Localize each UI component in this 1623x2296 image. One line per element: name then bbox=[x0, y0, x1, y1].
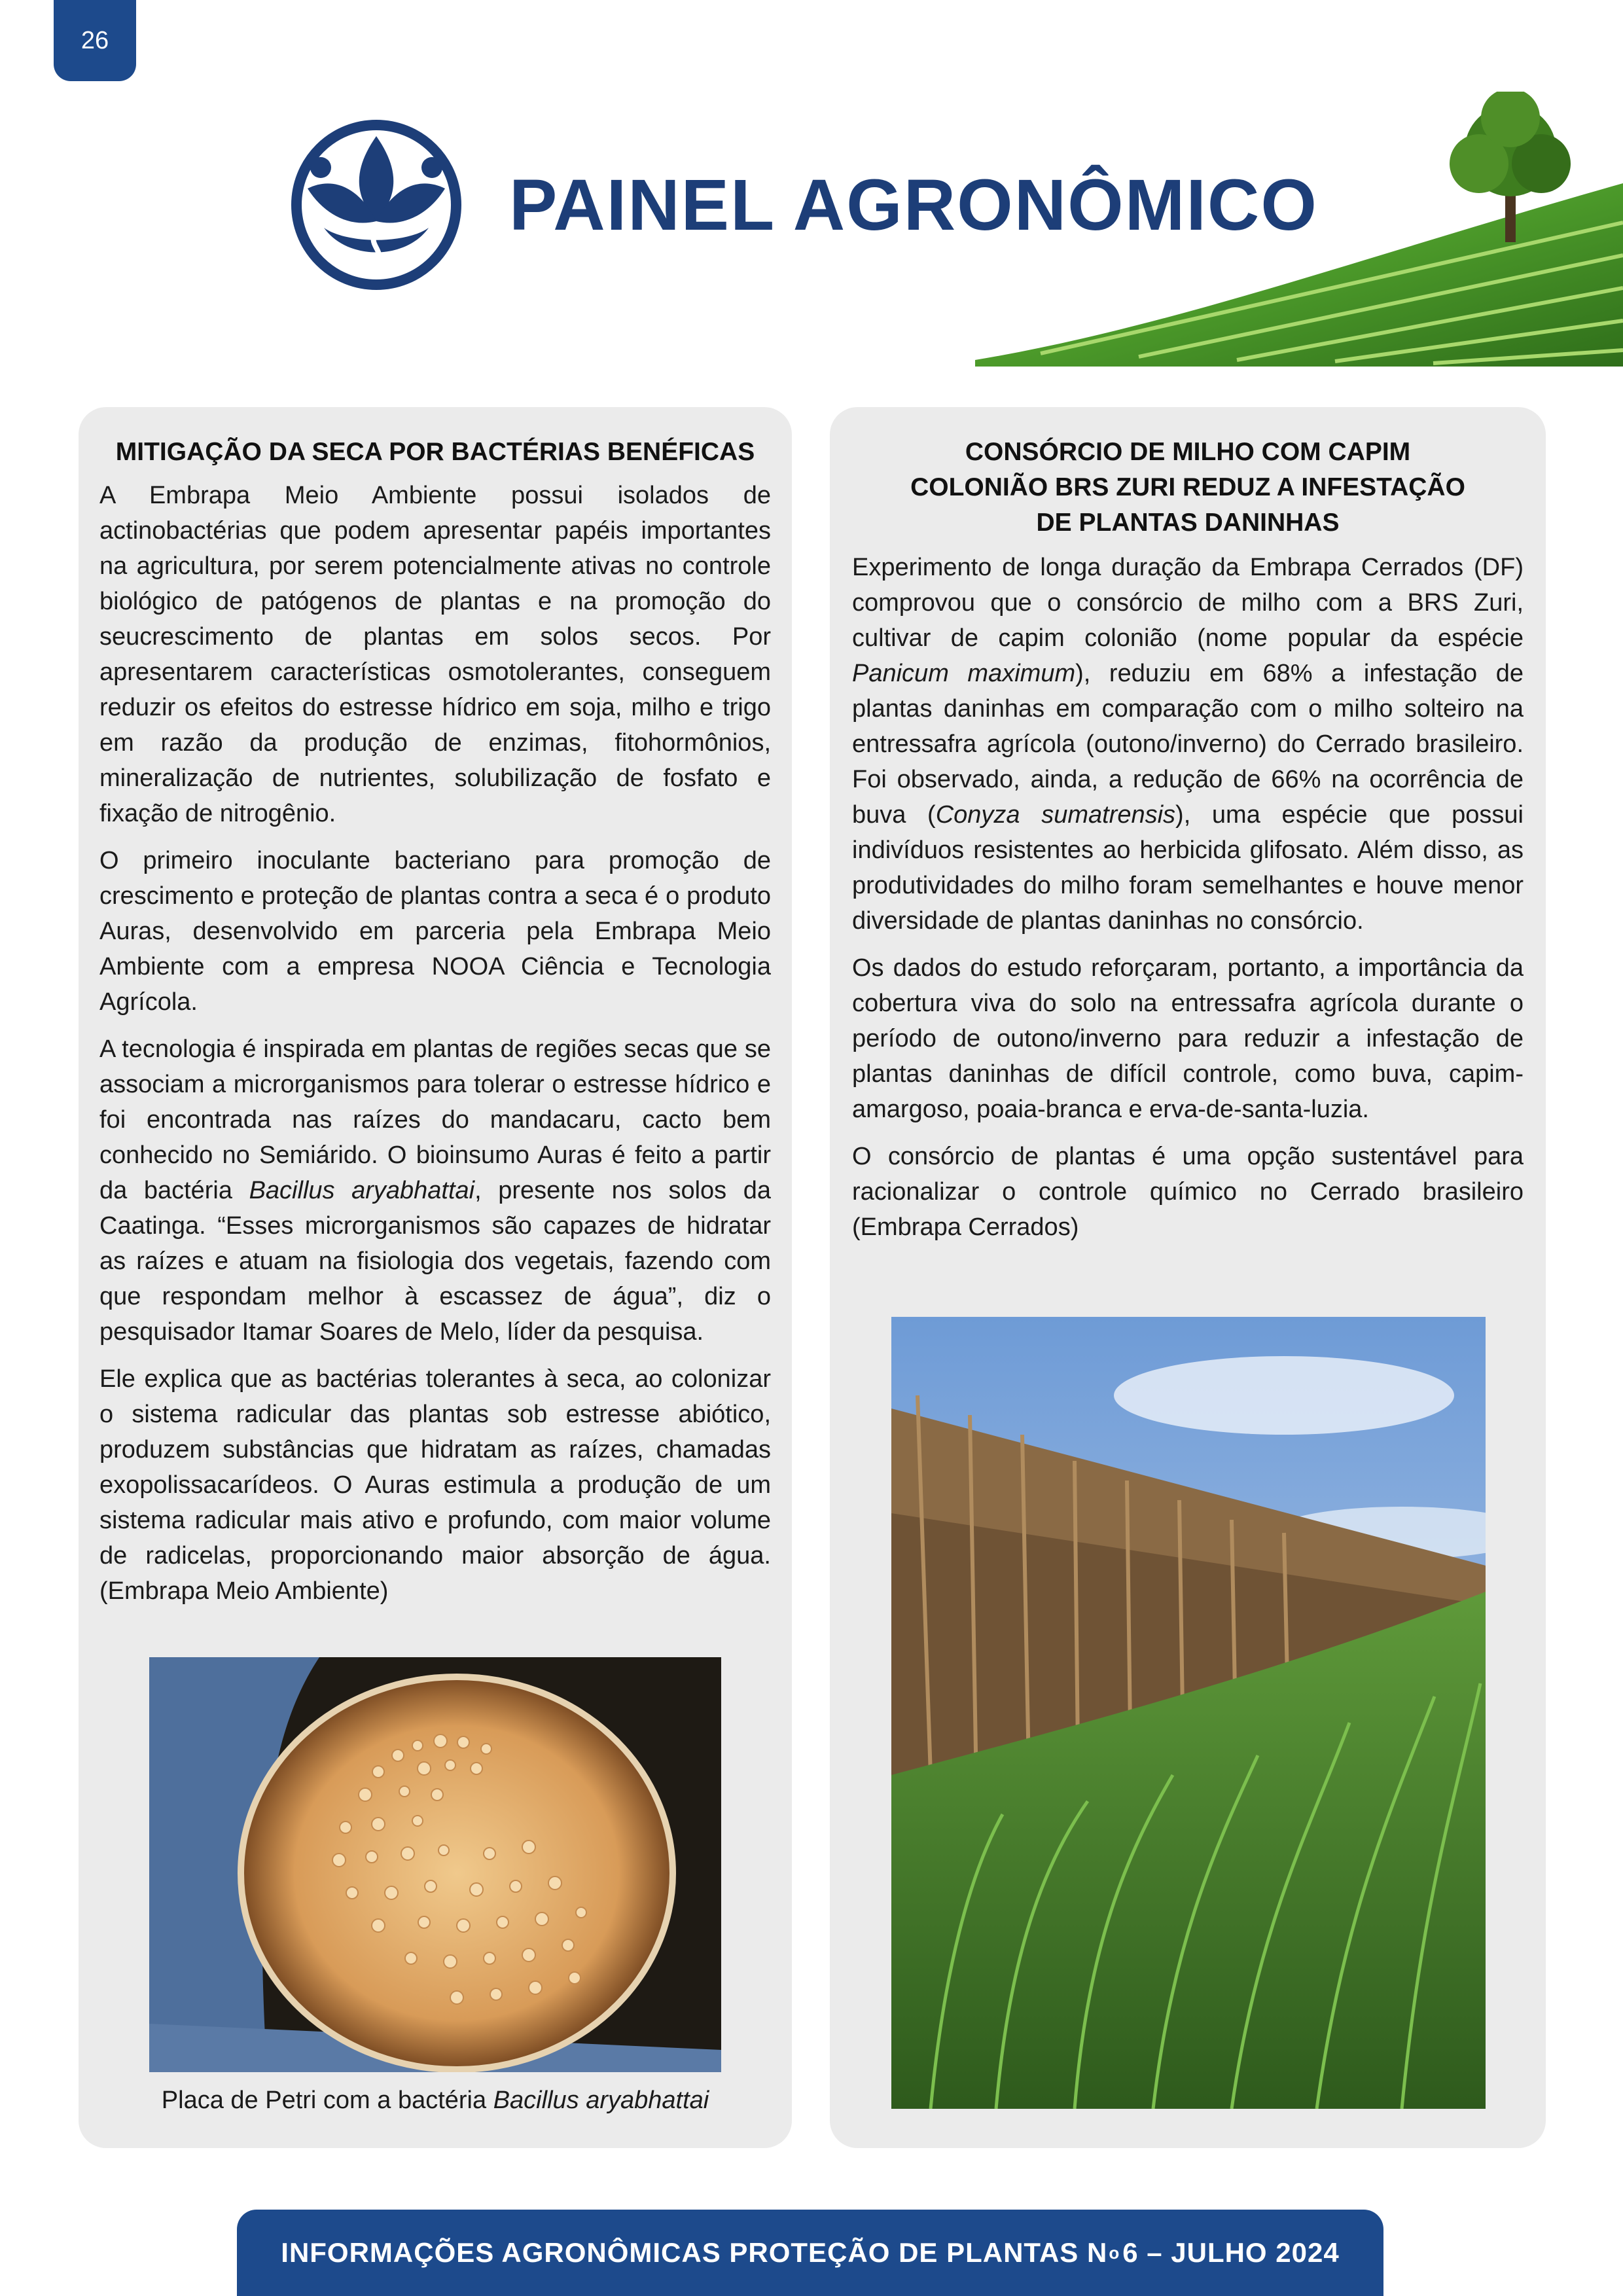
article-heading: MITIGAÇÃO DA SECA POR BACTÉRIAS BENÉFICAS bbox=[115, 438, 755, 466]
article-paragraph: A tecnologia é inspirada em plantas de regiões secas que se associam a microrganismos para tolerar o estresse hídrico e foi encontrada nas raízes do mandacaru, cacto bem conhecido no Semiárido. O bioinsumo Auras é feito a partir da bactéria Bacillus aryabhattai, presente nos solos da Caatinga. “Esses microrganismos são capazes de hidratar as raízes e atuam na fisiologia dos vegetais, fazendo com que respondam melhor à escassez de água”, diz o pesquisador Itamar Soares de Melo, líder da pesquisa. bbox=[99, 1035, 771, 1346]
logo-icon bbox=[288, 117, 465, 293]
article-paragraph: Ele explica que as bactérias tolerantes à seca, ao colonizar o sistema radicular das plantas sob estresse abiótico, produzem substâncias que hidratam as raízes, chamadas exopolissacarídeos. O Auras estimula a produção de um sistema radicular mais ativo e profundo, com maior volume de radicelas, proporcionando maior absorção de água. (Embrapa Meio Ambiente) bbox=[99, 1365, 771, 1605]
article-paragraph: Experimento de longa duração da Embrapa Cerrados (DF) comprovou que o consórcio de milho com a BRS Zuri, cultivar de capim colonião (nome popular da espécie Panicum maximum), reduziu em 68% a infestação de plantas daninhas em comparação com o milho solteiro na entressafra agrícola (outono/inverno) do Cerrado brasileiro. Foi observado, ainda, a redução de 66% na ocorrência de buva (Conyza sumatrensis), uma espécie que possui indivíduos resistentes ao herbicida glifosato. Além disso, as produtividades do milho foram semelhantes e houve menor diversidade de plantas daninhas no consórcio. bbox=[852, 554, 1524, 935]
page-title: PAINEL AGRONÔMICO bbox=[509, 165, 1318, 245]
field-illustration bbox=[975, 92, 1623, 367]
article-paragraph: A Embrapa Meio Ambiente possui isolados de actinobactérias que podem apresentar papéis importantes na agricultura, por serem potencialmente ativas no controle biológico de patógenos de plantas e na promoção do seucrescimento de plantas em solos secos. Por apresentarem características osmotolerantes, conseguem reduzir os efeitos do estresse hídrico em soja, milho e trigo em razão da produção de enzimas, fitohormônios, mineralização de nutrientes, solubilização de fosfato e fixação de nitrogênio. bbox=[99, 482, 771, 827]
page-number: 26 bbox=[54, 0, 136, 81]
corn-field-photo bbox=[891, 1317, 1486, 2109]
article-paragraph: O consórcio de plantas é uma opção sustentável para racionalizar o controle químico no Cerrado brasileiro (Embrapa Cerrados) bbox=[852, 1143, 1524, 1241]
article-paragraph: O primeiro inoculante bacteriano para promoção de crescimento e proteção de plantas contra a seca é o produto Auras, desenvolvido em parceria pela Embrapa Meio Ambiente com a empresa NOOA Ciência e Tecnologia Agrícola. bbox=[99, 847, 771, 1016]
article-paragraph: Os dados do estudo reforçaram, portanto, a importância da cobertura viva do solo na entressafra agrícola durante o período de outono/inverno para reduzir a infestação de plantas daninhas de difícil controle, como buva, capim-amargoso, poaia-branca e erva-de-santa-luzia. bbox=[852, 954, 1524, 1123]
article-heading: CONSÓRCIO DE MILHO COM CAPIM COLONIÃO BRS ZURI REDUZ A INFESTAÇÃO DE PLANTAS DANINHAS bbox=[910, 438, 1465, 537]
footer-banner: INFORMAÇÕES AGRONÔMICAS PROTEÇÃO DE PLANTAS N o 6 – JULHO 2024 bbox=[237, 2210, 1383, 2296]
petri-dish-photo bbox=[149, 1657, 721, 2072]
photo-caption: Placa de Petri com a bactéria Bacillus aryabhattai bbox=[161, 2087, 709, 2114]
